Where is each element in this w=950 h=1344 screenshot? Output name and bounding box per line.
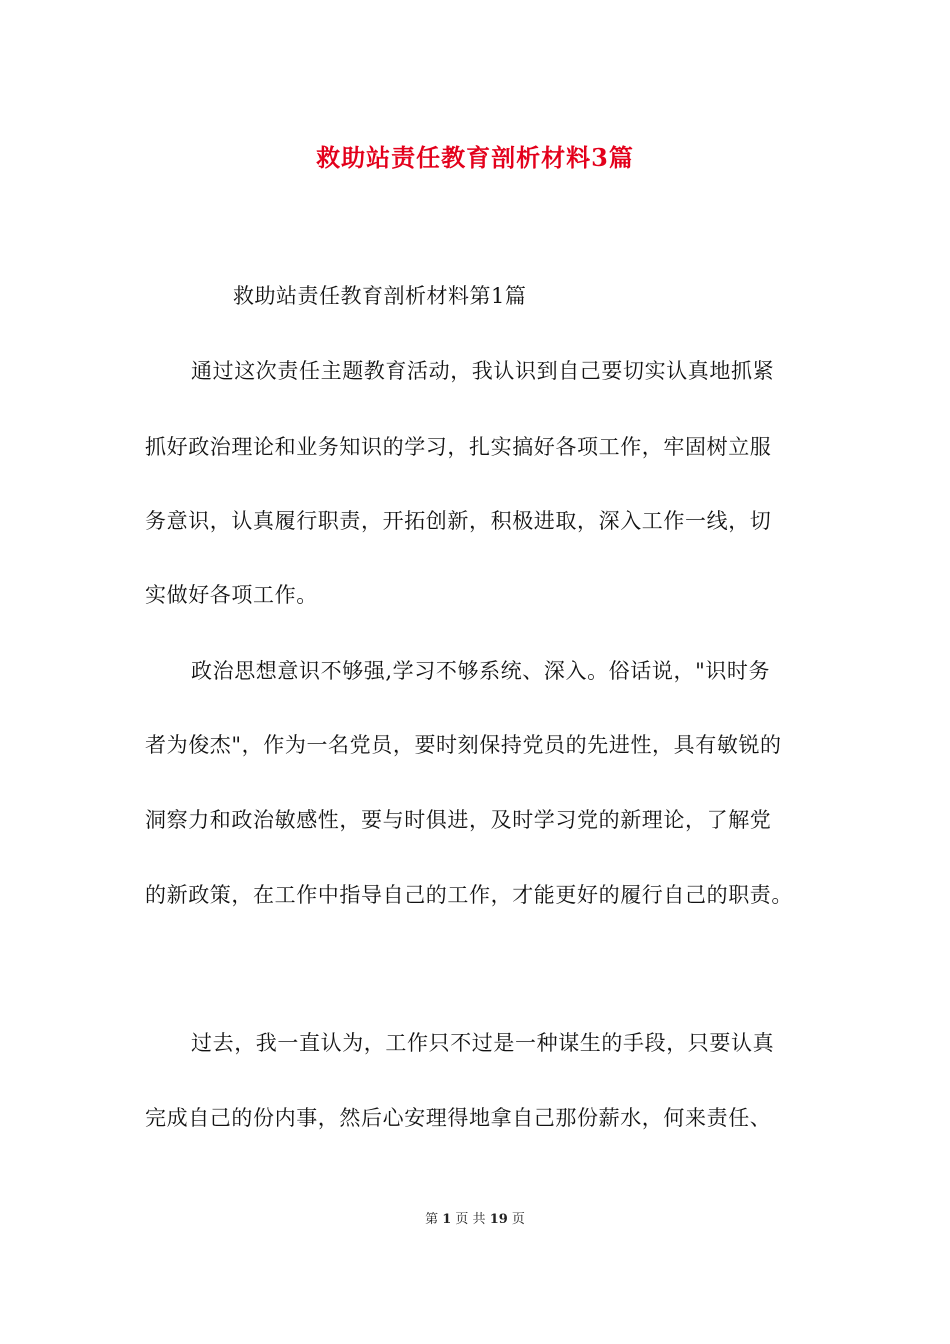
paragraph-line: 政治思想意识不够强,学习不够系统、深入。俗话说，"识时务 xyxy=(191,659,771,683)
paragraph-line: 过去，我一直认为，工作只不过是一种谋生的手段，只要认真 xyxy=(191,1031,775,1055)
document-title: 救助站责任教育剖析材料3篇 xyxy=(316,143,634,172)
footer-suffix: 页 xyxy=(511,1212,525,1227)
paragraph-line: 务意识，认真履行职责，开拓创新，积极进取，深入工作一线，切 xyxy=(145,509,772,533)
total-page-count: 19 xyxy=(489,1212,508,1227)
page-footer xyxy=(0,1208,950,1227)
footer-middle: 页 共 xyxy=(455,1212,486,1227)
paragraph-line: 者为俊杰"，作为一名党员，要时刻保持党员的先进性，具有敏锐的 xyxy=(145,733,782,757)
paragraph-line: 通过这次责任主题教育活动，我认识到自己要切实认真地抓紧 xyxy=(191,359,775,383)
current-page-number: 1 xyxy=(442,1212,452,1227)
paragraph-line: 抓好政治理论和业务知识的学习，扎实搞好各项工作，牢固树立服 xyxy=(145,435,772,459)
paragraph-line: 洞察力和政治敏感性，要与时俱进，及时学习党的新理论，了解党 xyxy=(145,808,772,832)
paragraph-line: 实做好各项工作。 xyxy=(145,583,318,607)
paragraph-line: 的新政策，在工作中指导自己的工作，才能更好的履行自己的职责。 xyxy=(145,883,793,907)
section-heading: 救助站责任教育剖析材料第1篇 xyxy=(233,284,527,308)
footer-prefix: 第 xyxy=(425,1212,439,1227)
paragraph-line: 完成自己的份内事，然后心安理得地拿自己那份薪水，何来责任、 xyxy=(145,1106,772,1130)
